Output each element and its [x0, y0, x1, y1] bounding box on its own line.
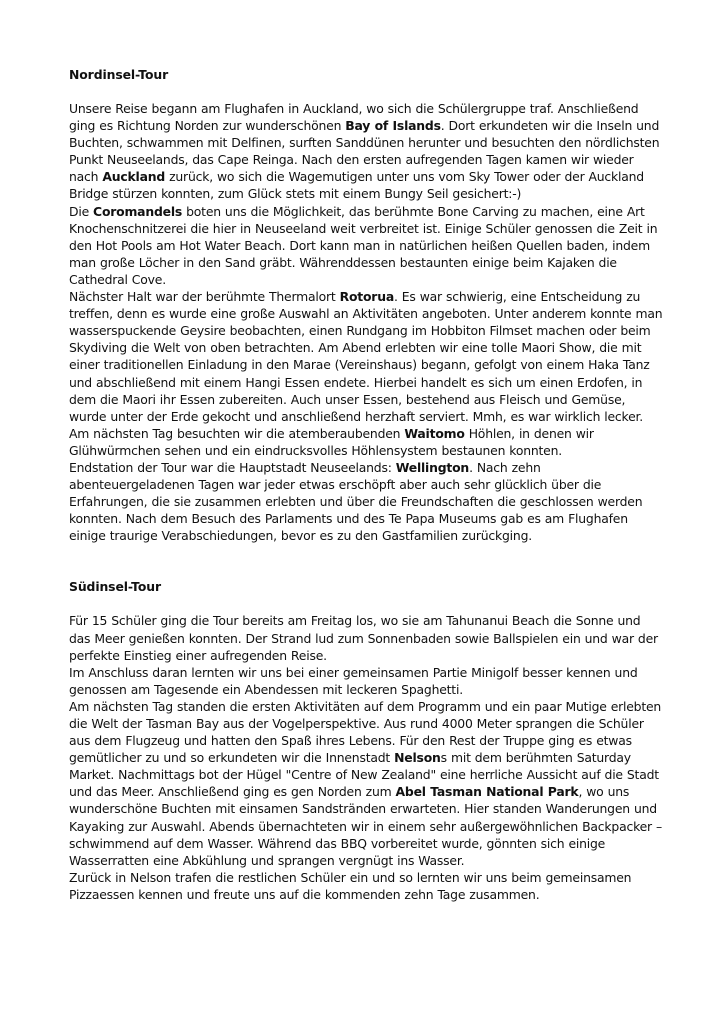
paragraph — [69, 425, 663, 459]
text-run: Höhlen, in denen wir Glühwürmchen sehen und ein eindrucksvolles Höhlensystem bestaunen konnten. — [69, 425, 594, 458]
bold-place-name: Auckland — [102, 169, 166, 185]
text-run: . Es war schwierig, eine Entscheidung zu treffen, denn es wurde eine große Auswahl an Aktivitäten angeboten. Unter anderem konnte man wasserspuckende Geysire beobachten, einen Rundgang im Hobbiton Filmset machen oder beim Skydiving die Welt von oben betrachten. Am Abend erlebten wir eine tolle Maori Show, die mit einer traditionellen Einladung in den Marae (Vereinshaus) begann, gefolgt von einem Haka Tanz und abschließend mit einem Hangi Essen endete. Hierbei handelt es sich um einen Erdofen, in dem die Maori ihr Essen zubereiten. Auch unser Essen, bestehend aus Fleisch und Gemüse, wurde unter der Erde gekocht und anschließend herzhaft serviert. Mmh, es war wirklich lecker. — [69, 289, 663, 424]
text-run: Endstation der Tour war die Hauptstadt Neuseelands: — [69, 459, 396, 475]
text-run: boten uns die Möglichkeit, das berühmte Bone Carving zu machen, eine Art Knochenschnitzerei die hier in Neuseeland weit verbreitet ist. Einige Schüler genossen die Zeit in den Hot Pools am Hot Water Beach. Dort kann man in natürlichen heißen Quellen baden, indem man große Löcher in den Sand gräbt. Währenddessen bestaunten einige beim Kajaken die Cathedral Cove. — [69, 203, 658, 287]
section-nordinsel — [69, 66, 663, 544]
paragraph — [69, 612, 663, 663]
text-run: Die — [69, 203, 94, 219]
section-heading: Südinsel-Tour — [69, 579, 161, 595]
text-run: . Nach zehn abenteuergeladenen Tagen war jeder etwas erschöpft aber auch sehr glücklich über die Erfahrungen, die sie zusammen erlebten und über die Freundschaften die geschlossen werden konnten. Nach dem Besuch des Parlaments und des Te Papa Museums gab es am Flughafen einige traurige Verabschiedungen, bevor es zu den Gastfamilien zurückging. — [69, 459, 643, 544]
text-run: Nächster Halt war der berühmte Thermalort — [69, 289, 340, 305]
paragraph — [69, 869, 663, 903]
bold-place-name: Waitomo — [404, 425, 465, 441]
text-run: Unsere Reise begann am Flughafen in Auckland, wo sich die Schülergruppe traf. Anschließend ging es Richtung Norden zur wunderschönen — [69, 101, 639, 134]
text-run: zurück, wo sich die Wagemutigen unter uns vom Sky Tower oder der Auckland Bridge stürzen konnten, zum Glück stets mit einem Bungy Seil gesichert:-) — [69, 169, 644, 202]
section-body — [69, 612, 663, 903]
bold-place-name: Bay of Islands — [345, 118, 441, 134]
section-body — [69, 100, 663, 544]
paragraph — [69, 664, 663, 698]
text-run: Am nächsten Tag standen die ersten Aktivitäten auf dem Programm und ein paar Mutige erlebten die Welt der Tasman Bay aus der Vogelperspektive. Aus rund 4000 Meter sprangen die Schüler aus dem Flugzeug und hatten den Spaß ihres Lebens. Für den Rest der Truppe ging es etwas gemütlicher zu und so erkundeten wir die Innenstadt — [69, 698, 662, 766]
text-run: s mit dem berühmten Saturday Market. Nachmittags bot der Hügel "Centre of New Zealand" eine herrliche Aussicht auf die Stadt und das Meer. Anschließend ging es gen Norden zum — [69, 750, 659, 800]
section-suedinsel — [69, 578, 663, 903]
text-run: Zurück in Nelson trafen die restlichen Schüler ein und so lernten wir uns beim gemeinsamen Pizzaessen kennen und freute uns auf die kommenden zehn Tage zusammen. — [69, 869, 632, 902]
text-run: Im Anschluss daran lernten wir uns bei einer gemeinsamen Partie Minigolf besser kennen und genossen am Tagesende ein Abendessen mit leckeren Spaghetti. — [69, 664, 638, 697]
section-heading: Nordinsel-Tour — [69, 67, 169, 82]
text-run: Für 15 Schüler ging die Tour bereits am Freitag los, wo sie am Tahunanui Beach die Sonne und das Meer genießen konnten. Der Strand lud zum Sonnenbaden sowie Ballspielen ein und war der perfekte Einstieg einer aufregenden Reise. — [69, 613, 658, 663]
paragraph — [69, 288, 663, 425]
paragraph — [69, 203, 663, 288]
text-run: . Dort erkundeten wir die Inseln und Buchten, schwammen mit Delfinen, surften Sanddünen herunter und besuchten den nördlichsten Punkt Neuseelands, das Cape Reinga. Nach den ersten aufregenden Tagen kamen wir wieder nach — [69, 118, 660, 185]
bold-place-name: Nelson — [394, 750, 441, 766]
paragraph — [69, 100, 663, 203]
bold-place-name: Wellington — [395, 459, 470, 475]
text-run: Am nächsten Tag besuchten wir die atemberaubenden — [69, 425, 405, 441]
text-run: , wo uns wunderschöne Buchten mit einsamen Sandstränden erwarteten. Hier standen Wanderungen und Kayaking zur Auswahl. Abends übernachteten wir in einem sehr außergewöhnlichen Backpacker – schwimmend auf dem Wasser. Während das BBQ vorbereitet wurde, gönnten sich einige Wasserratten eine Abkühlung und sprangen vergnügt ins Wasser. — [69, 784, 662, 868]
document-page — [69, 66, 663, 903]
bold-place-name: Coromandels — [93, 203, 183, 219]
bold-place-name: Rotorua — [339, 289, 394, 305]
paragraph — [69, 459, 663, 544]
bold-place-name: Abel Tasman National Park — [395, 784, 579, 800]
paragraph — [69, 698, 663, 869]
